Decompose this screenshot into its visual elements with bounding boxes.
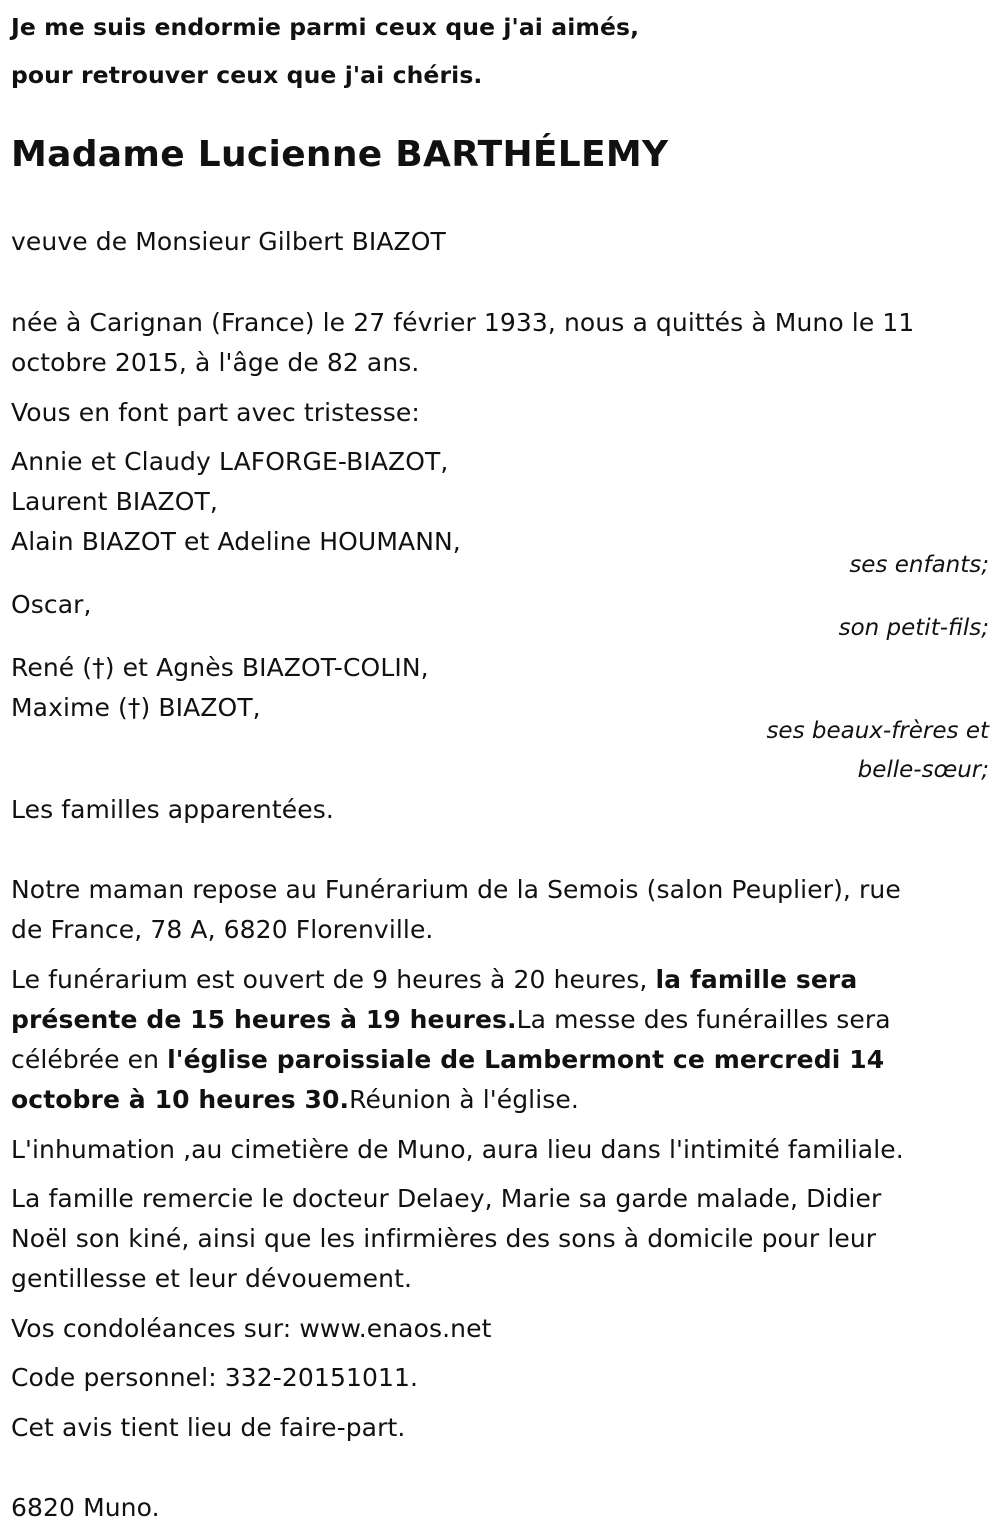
cross-icon: † <box>127 693 141 722</box>
grandson-name: Oscar, <box>11 590 92 619</box>
thanks-line-2: Noël son kiné, ainsi que les infirmières des sons à domicile pour leur <box>11 1224 877 1253</box>
inlaw-text: ) et Agnès BIAZOT-COLIN, <box>104 653 429 682</box>
announcement: Vous en font part avec tristesse: <box>11 398 420 427</box>
address: 6820 Muno. <box>11 1493 160 1522</box>
children-role: ses enfants; <box>849 552 989 578</box>
child-name: Alain BIAZOT et Adeline HOUMANN, <box>11 527 461 556</box>
inlaw-line-1 <box>11 648 429 688</box>
inlaw-line-2 <box>11 688 261 728</box>
visiting-highlight: l'église paroissiale de Lambermont ce mercredi 14 <box>167 1045 885 1074</box>
child-name: Laurent BIAZOT, <box>11 487 218 516</box>
inlaws-role-line-2: belle-sœur; <box>857 757 989 783</box>
visiting-line-3 <box>11 1040 884 1080</box>
inlaw-text: ) BIAZOT, <box>140 693 261 722</box>
birth-death-line-2: octobre 2015, à l'âge de 82 ans. <box>11 348 420 377</box>
child-name: Annie et Claudy LAFORGE-BIAZOT, <box>11 447 449 476</box>
deceased-name: Madame Lucienne BARTHÉLEMY <box>11 134 669 175</box>
widow-of: veuve de Monsieur Gilbert BIAZOT <box>11 227 446 256</box>
visiting-text: La messe des funérailles sera <box>516 1005 891 1034</box>
notice-text: Cet avis tient lieu de faire-part. <box>11 1413 406 1442</box>
thanks-line-1: La famille remercie le docteur Delaey, Marie sa garde malade, Didier <box>11 1184 882 1213</box>
birth-death-line-1: née à Carignan (France) le 27 février 1933, nous a quittés à Muno le 11 <box>11 308 915 337</box>
visiting-line-1 <box>11 960 857 1000</box>
visiting-highlight: octobre à 10 heures 30. <box>11 1085 350 1114</box>
visiting-line-4 <box>11 1080 579 1120</box>
grandson-role: son petit-fils; <box>838 615 989 641</box>
visiting-text: célébrée en <box>11 1045 168 1074</box>
inlaw-text: Maxime ( <box>11 693 128 722</box>
resting-place-line-1: Notre maman repose au Funérarium de la Semois (salon Peuplier), rue <box>11 875 901 904</box>
epitaph-line-1: Je me suis endormie parmi ceux que j'ai aimés, <box>11 13 640 41</box>
inlaw-text: René ( <box>11 653 93 682</box>
visiting-highlight: la famille sera <box>655 965 858 994</box>
cross-icon: † <box>92 653 105 682</box>
resting-place-line-2: de France, 78 A, 6820 Florenville. <box>11 915 434 944</box>
condolences-info: Vos condoléances sur: www.enaos.net <box>11 1314 492 1343</box>
visiting-line-2 <box>11 1000 891 1040</box>
epitaph-line-2: pour retrouver ceux que j'ai chéris. <box>11 61 483 89</box>
visiting-text: Le funérarium est ouvert de 9 heures à 20 heures, <box>11 965 656 994</box>
personal-code: Code personnel: 332-20151011. <box>11 1363 419 1392</box>
thanks-line-3: gentillesse et leur dévouement. <box>11 1264 413 1293</box>
visiting-highlight: présente de 15 heures à 19 heures. <box>11 1005 517 1034</box>
visiting-text: Réunion à l'église. <box>349 1085 579 1114</box>
inlaws-role-line-1: ses beaux-frères et <box>766 718 989 744</box>
burial-info: L'inhumation ,au cimetière de Muno, aura lieu dans l'intimité familiale. <box>11 1135 904 1164</box>
related-families: Les familles apparentées. <box>11 795 334 824</box>
